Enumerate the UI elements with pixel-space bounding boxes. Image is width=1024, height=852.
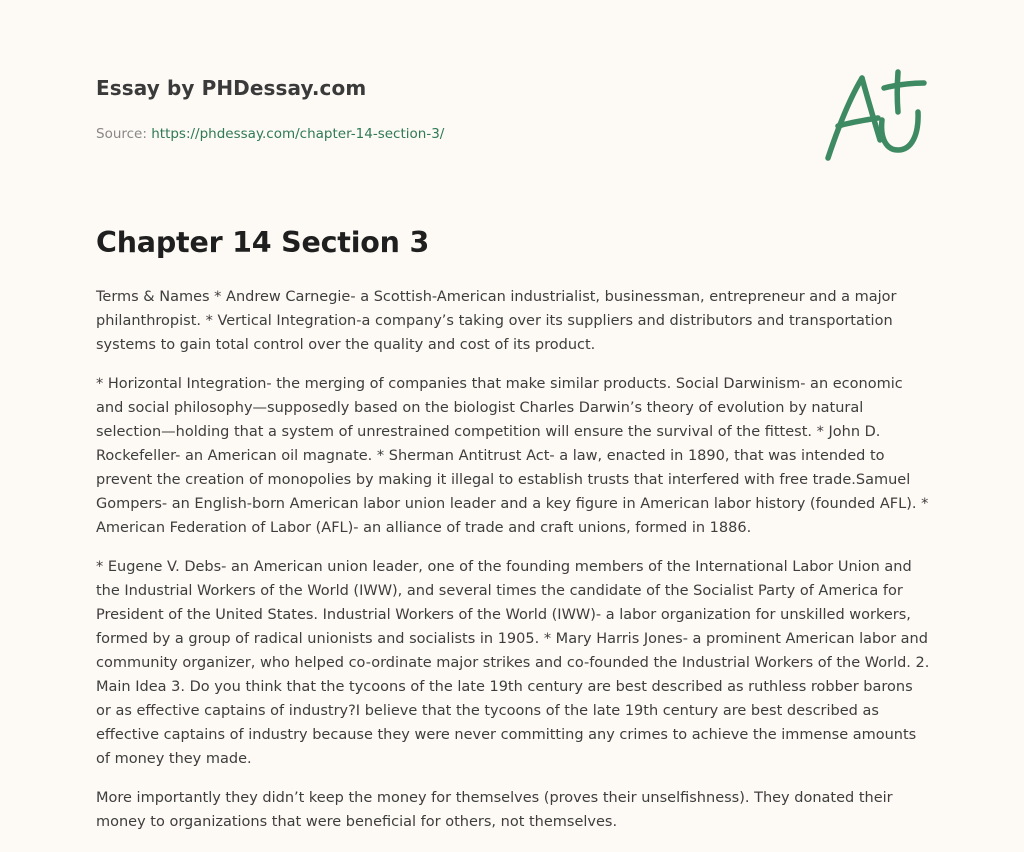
article-paragraph: Terms & Names * Andrew Carnegie- a Scottish-American industrialist, businessman, entrepreneur and a major philanthropist. * Vertical Integration-a company’s taking over its suppliers and distributors and transportation systems to gain total control over the quality and cost of its product. bbox=[96, 289, 897, 353]
page-title: Chapter 14 Section 3 bbox=[96, 226, 430, 259]
article-paragraph: * Horizontal Integration- the merging of companies that make similar products. Social Darwinism- an economic and social philosophy—supposedly based on the biologist Charles Darwin’s theory of evolution by natural selection—holding that a system of unrestrained competition will ensure the survival of the fittest. * John D. Rockefeller- an American oil magnate. * Sherman Antitrust Act- a law, enacted in 1890, that was intended to prevent the creation of monopolies by making it illegal to establish trusts that interfered with free trade.Samuel Gompers- an English-born American labor union leader and a key figure in American labor history (founded AFL). * American Federation of Labor (AFL)- an alliance of trade and craft unions, formed in 1886. bbox=[96, 376, 929, 536]
source-link[interactable]: https://phdessay.com/chapter-14-section-3/ bbox=[151, 126, 445, 142]
article-paragraph: More importantly they didn’t keep the money for themselves (proves their unselfishness). They donated their money to organizations that were beneficial for others, not themselves. bbox=[96, 790, 893, 830]
article-paragraph: * Eugene V. Debs- an American union leader, one of the founding members of the International Labor Union and the Industrial Workers of the World (IWW), and several times the candidate of the Socialist Party of America for President of the United States. Industrial Workers of the World (IWW)- a labor organization for unskilled workers, formed by a group of radical unionists and socialists in 1905. * Mary Harris Jones- a prominent American labor and community organizer, who helped co-ordinate major strikes and co-founded the Industrial Workers of the World. 2. Main Idea 3. Do you think that the tycoons of the late 19th century are best described as ruthless robber barons or as effective captains of industry?I believe that the tycoons of the late 19th century are best described as effective captains of industry because they were never committing any crimes to achieve the immense amounts of money they made. bbox=[96, 559, 930, 767]
a-plus-grade-icon bbox=[818, 66, 930, 166]
source-label: Source: bbox=[96, 126, 147, 142]
article-body bbox=[96, 285, 930, 849]
source-line bbox=[96, 126, 796, 142]
site-header bbox=[96, 76, 796, 142]
site-brand: Essay by PHDessay.com bbox=[96, 76, 367, 100]
